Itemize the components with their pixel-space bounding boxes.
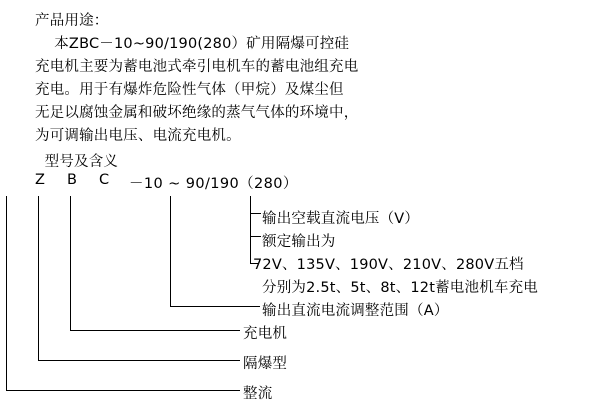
model-char-c: C (99, 172, 110, 188)
label-flameproof: 隔爆型 (243, 356, 288, 372)
annotation-rated-output: 额定输出为 (262, 234, 336, 250)
leader-line-voltage-vertical (250, 196, 251, 264)
annotation-current-adjust-range: 输出直流电流调整范围（A） (262, 303, 449, 319)
leader-line-current-vertical (170, 196, 171, 306)
model-char-z: Z (35, 172, 45, 188)
annotation-voltage-steps: 72V、135V、190V、210V、280V五档 (253, 257, 524, 273)
model-code-suffix: －10 ~ 90/190（280） (129, 176, 298, 192)
intro-line-5: 为可调输出电压、电流充电机。 (35, 128, 241, 144)
leader-line-voltage-branch-2 (250, 236, 261, 237)
intro-paragraph (35, 10, 575, 148)
model-char-b: B (67, 172, 77, 188)
leader-line-flameproof-horizontal (38, 360, 240, 361)
annotation-battery-locomotive-charging: 分别为2.5t、5t、8t、12t蓄电池机车充电 (262, 280, 539, 296)
intro-line-2: 充电机主要为蓄电池式牵引电机车的蓄电池组充电 (35, 59, 359, 75)
label-rectifier: 整流 (243, 386, 273, 402)
annotation-output-no-load-voltage: 输出空载直流电压（V） (262, 211, 420, 227)
leader-line-flameproof-vertical (38, 196, 39, 360)
intro-line-1: 本ZBC－10~90/190(280）矿用隔爆可控硅 (35, 36, 350, 52)
leader-line-voltage-branch-1 (250, 213, 261, 214)
leader-line-rectifier-horizontal (6, 390, 240, 391)
section-title: 型号及含义 (35, 154, 119, 170)
leader-line-current-horizontal (170, 306, 260, 307)
intro-heading: 产品用途： (35, 13, 109, 29)
leader-line-charger-vertical (70, 196, 71, 330)
intro-line-3: 充电。用于有爆炸危险性气体（甲烷）及煤尘但 (35, 82, 344, 98)
intro-line-4: 无足以腐蚀金属和破坏绝缘的蒸气气体的环境中， (35, 105, 359, 121)
model-code-row (35, 172, 455, 194)
label-charger: 充电机 (243, 326, 288, 342)
leader-line-rectifier-vertical (6, 196, 7, 390)
leader-line-charger-horizontal (70, 330, 240, 331)
